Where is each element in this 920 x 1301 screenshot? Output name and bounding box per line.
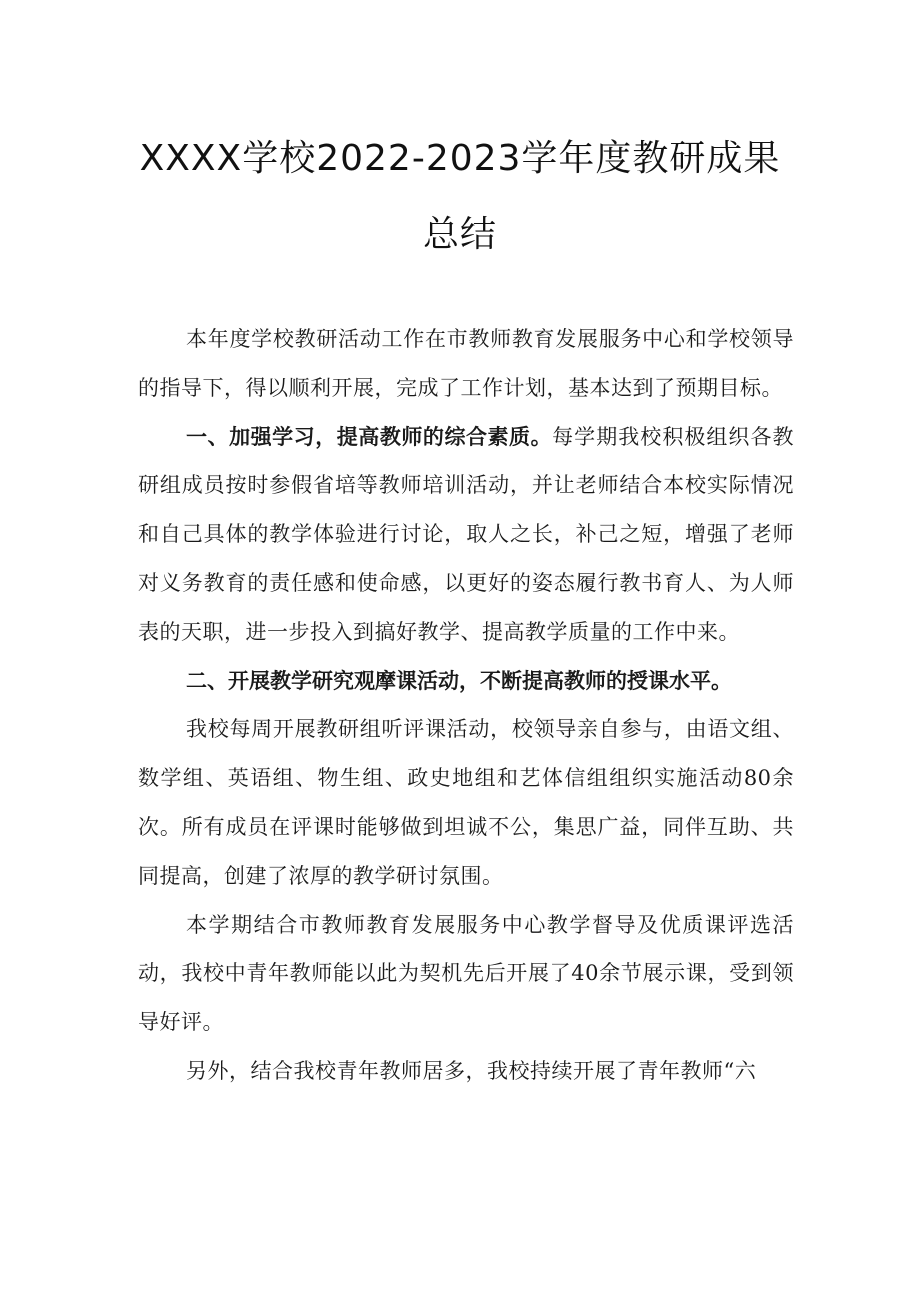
document-title-line1: XXXX学校2022-2023学年度教研成果 [139,138,781,179]
document-body [138,315,794,1096]
section1-paragraph [138,413,794,657]
section1-heading: 一、加强学习，提高教师的综合素质。 [186,424,553,449]
demo-class-paragraph: 本学期结合市教师教育发展服务中心教学督导及优质课评选活动，我校中青年教师能以此为契机先后开展了40余节展示课，受到领导好评。 [138,912,794,1035]
section2-heading: 二、开展教学研究观摩课活动，不断提高教师的授课水平。 [186,668,732,693]
section1-text: 每学期我校积极组织各教研组成员按时参假省培等教师培训活动，并让老师结合本校实际情况和自己具体的教学体验进行讨论，取人之长，补己之短，增强了老师对义务教育的责任感和使命感，以更好的姿态履行教书育人、为人师表的天职，进一步投入到搞好教学、提高教学质量的工作中来。 [138,424,795,644]
young-teacher-paragraph: 另外，结合我校青年教师居多，我校持续开展了青年教师“六 [186,1058,757,1083]
observation-class-paragraph: 我校每周开展教研组听评课活动，校领导亲自参与，由语文组、数学组、英语组、物生组、政史地组和艺体信组组织实施活动80余次。所有成员在评课时能够做到坦诚不公，集思广益，同伴互助、共同提高，创建了浓厚的教学研讨氛围。 [138,717,794,888]
intro-paragraph: 本年度学校教研活动工作在市教师教育发展服务中心和学校领导的指导下，得以顺利开展，完成了工作计划，基本达到了预期目标。 [138,327,794,400]
section2-heading-paragraph [138,657,794,706]
document-title-line2: 总结 [422,214,497,255]
